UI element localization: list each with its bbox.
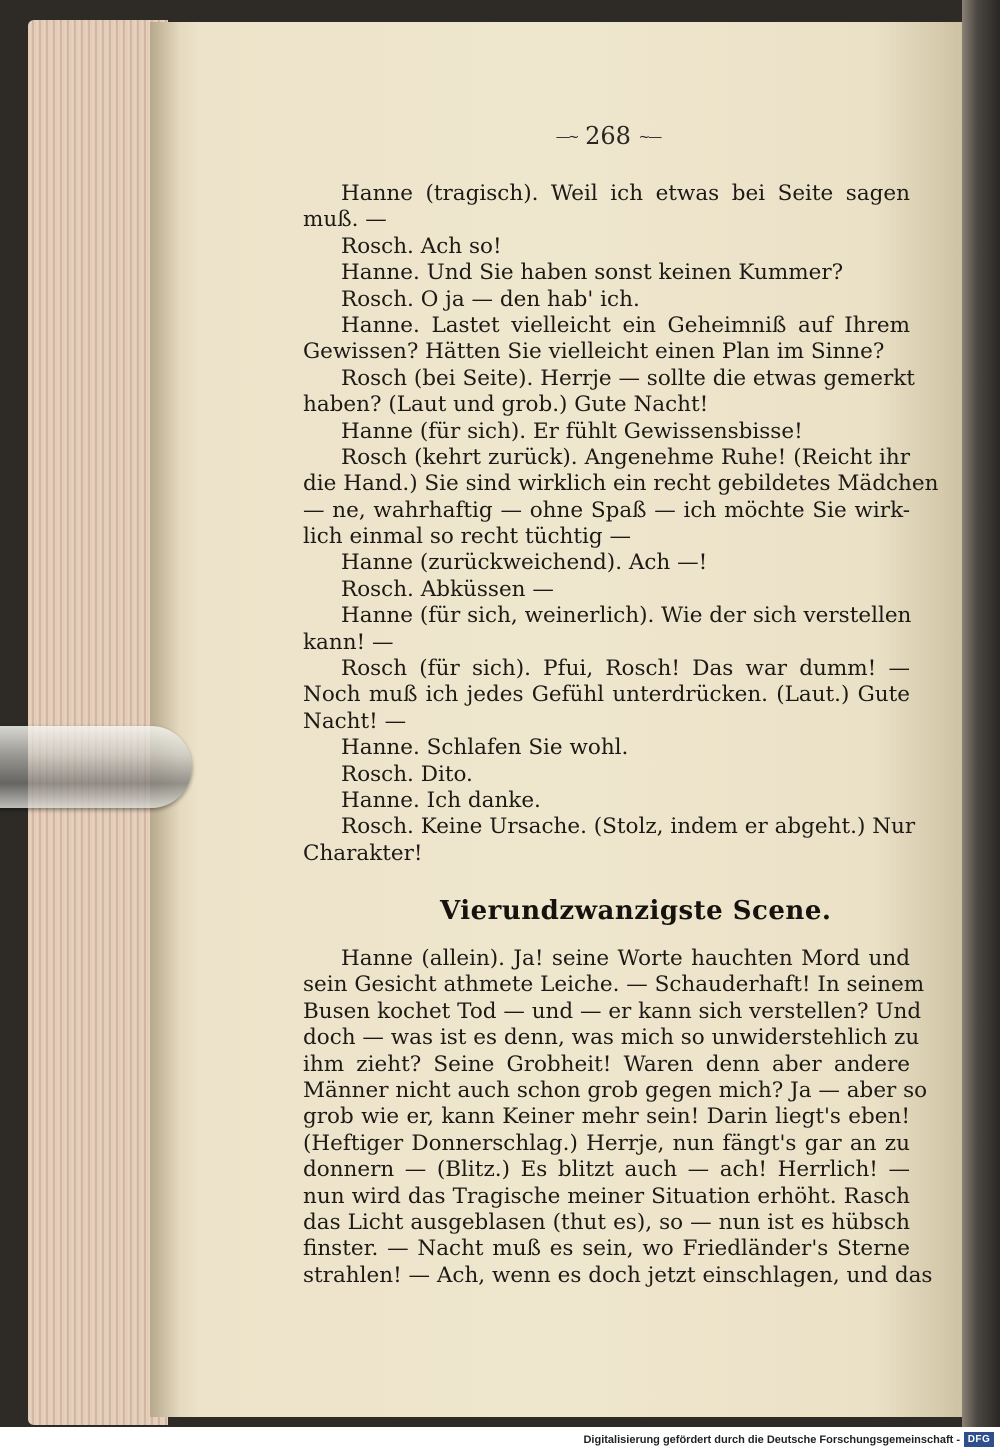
monologue-line: donnern — (Blitz.) Es blitzt auch — ach! Herrlich! — bbox=[303, 1157, 910, 1183]
monologue-line: doch — was ist es denn, was mich so unwiderstehlich zu bbox=[303, 1025, 920, 1051]
page-number bbox=[523, 122, 693, 150]
dialogue-line: muß. — bbox=[303, 207, 387, 233]
dialogue-line: Hanne (für sich, weinerlich). Wie der sich verstellen bbox=[341, 603, 912, 629]
monologue-line: strahlen! — Ach, wenn es doch jetzt einschlagen, und das bbox=[303, 1262, 933, 1288]
dialogue-line: lich einmal so recht tüchtig — bbox=[303, 524, 632, 550]
page-number-ornament-left: —~ bbox=[555, 129, 578, 146]
page-number-ornament-right: ~— bbox=[638, 129, 661, 146]
dialogue-line: haben? (Laut und grob.) Gute Nacht! bbox=[303, 392, 709, 418]
dialogue-line: Hanne. Lastet vielleicht ein Geheimniß auf Ihrem bbox=[341, 312, 910, 338]
funding-notice: Digitalisierung gefördert durch die Deutsche Forschungsgemeinschaft - bbox=[583, 1434, 960, 1446]
dialogue-line: die Hand.) Sie sind wirklich ein recht gebildetes Mädchen bbox=[303, 471, 939, 497]
dialogue-line: Hanne (für sich). Er fühlt Gewissensbisse! bbox=[341, 418, 803, 444]
dialogue-line: Rosch (bei Seite). Herrje — sollte die etwas gemerkt bbox=[341, 365, 915, 391]
dialogue-line: Rosch (für sich). Pfui, Rosch! Das war dumm! — bbox=[341, 656, 910, 682]
dialogue-line: Hanne. Und Sie haben sonst keinen Kummer? bbox=[341, 260, 844, 286]
monologue-line: Hanne (allein). Ja! seine Worte hauchten Mord und bbox=[341, 946, 910, 971]
dialogue-line: Rosch. O ja — den hab' ich. bbox=[341, 286, 640, 312]
dialogue-line: Hanne (zurückweichend). Ach —! bbox=[341, 550, 708, 576]
monologue-line: sein Gesicht athmete Leiche. — Schauderhaft! In seinem bbox=[303, 972, 925, 998]
monologue-line: finster. — Nacht muß es sein, wo Friedländer's Sterne bbox=[303, 1236, 910, 1262]
dialogue-line: Rosch. Keine Ursache. (Stolz, indem er abgeht.) Nur bbox=[341, 814, 916, 840]
scene-heading: Vierundzwanzigste Scene. bbox=[440, 896, 832, 926]
dialogue-line: — ne, wahrhaftig — ohne Spaß — ich möchte Sie wirk- bbox=[303, 497, 910, 523]
dialogue-line: Noch muß ich jedes Gefühl unterdrücken. (Laut.) Gute bbox=[303, 682, 910, 708]
dfg-logo: DFG bbox=[964, 1432, 994, 1447]
dialogue-line: Charakter! bbox=[303, 840, 423, 866]
dialogue-line: Hanne. Schlafen Sie wohl. bbox=[341, 735, 629, 761]
footer-bar bbox=[0, 1427, 1000, 1451]
monologue-line: grob wie er, kann Keiner mehr sein! Darin liegt's eben! bbox=[303, 1104, 910, 1130]
dialogue-block bbox=[303, 181, 939, 867]
dialogue-line: Gewissen? Hätten Sie vielleicht einen Plan im Sinne? bbox=[303, 339, 885, 365]
monologue-line: Busen kochet Tod — und — er kann sich verstellen? Und bbox=[303, 998, 922, 1024]
dialogue-line: Hanne (tragisch). Weil ich etwas bei Seite sagen bbox=[341, 181, 910, 206]
dialogue-line: Nacht! — bbox=[303, 708, 407, 734]
dialogue-line: Rosch (kehrt zurück). Angenehme Ruhe! (Reicht ihr bbox=[341, 444, 910, 470]
monologue-line: das Licht ausgeblasen (thut es), so — nun ist es hübsch bbox=[303, 1209, 910, 1235]
dialogue-line: Rosch. Ach so! bbox=[341, 233, 502, 259]
glass-page-weight bbox=[0, 726, 192, 808]
page-gutter-shadow bbox=[150, 22, 180, 1417]
monologue-line: ihm zieht? Seine Grobheit! Waren denn aber andere bbox=[303, 1051, 910, 1077]
monologue-line: nun wird das Tragische meiner Situation erhöht. Rasch bbox=[303, 1183, 910, 1209]
monologue-line: Männer nicht auch schon grob gegen mich? Ja — aber so bbox=[303, 1077, 928, 1103]
dialogue-line: kann! — bbox=[303, 629, 394, 655]
right-edge-shadow bbox=[962, 0, 1000, 1451]
dialogue-line: Rosch. Abküssen — bbox=[341, 576, 554, 602]
dialogue-line: Rosch. Dito. bbox=[341, 761, 473, 787]
page-number-value: 268 bbox=[585, 122, 631, 150]
monologue-line: (Heftiger Donnerschlag.) Herrje, nun fängt's gar an zu bbox=[303, 1130, 910, 1156]
monologue-block bbox=[303, 946, 933, 1289]
dialogue-line: Hanne. Ich danke. bbox=[341, 787, 541, 813]
page-block-edges bbox=[28, 20, 168, 1425]
